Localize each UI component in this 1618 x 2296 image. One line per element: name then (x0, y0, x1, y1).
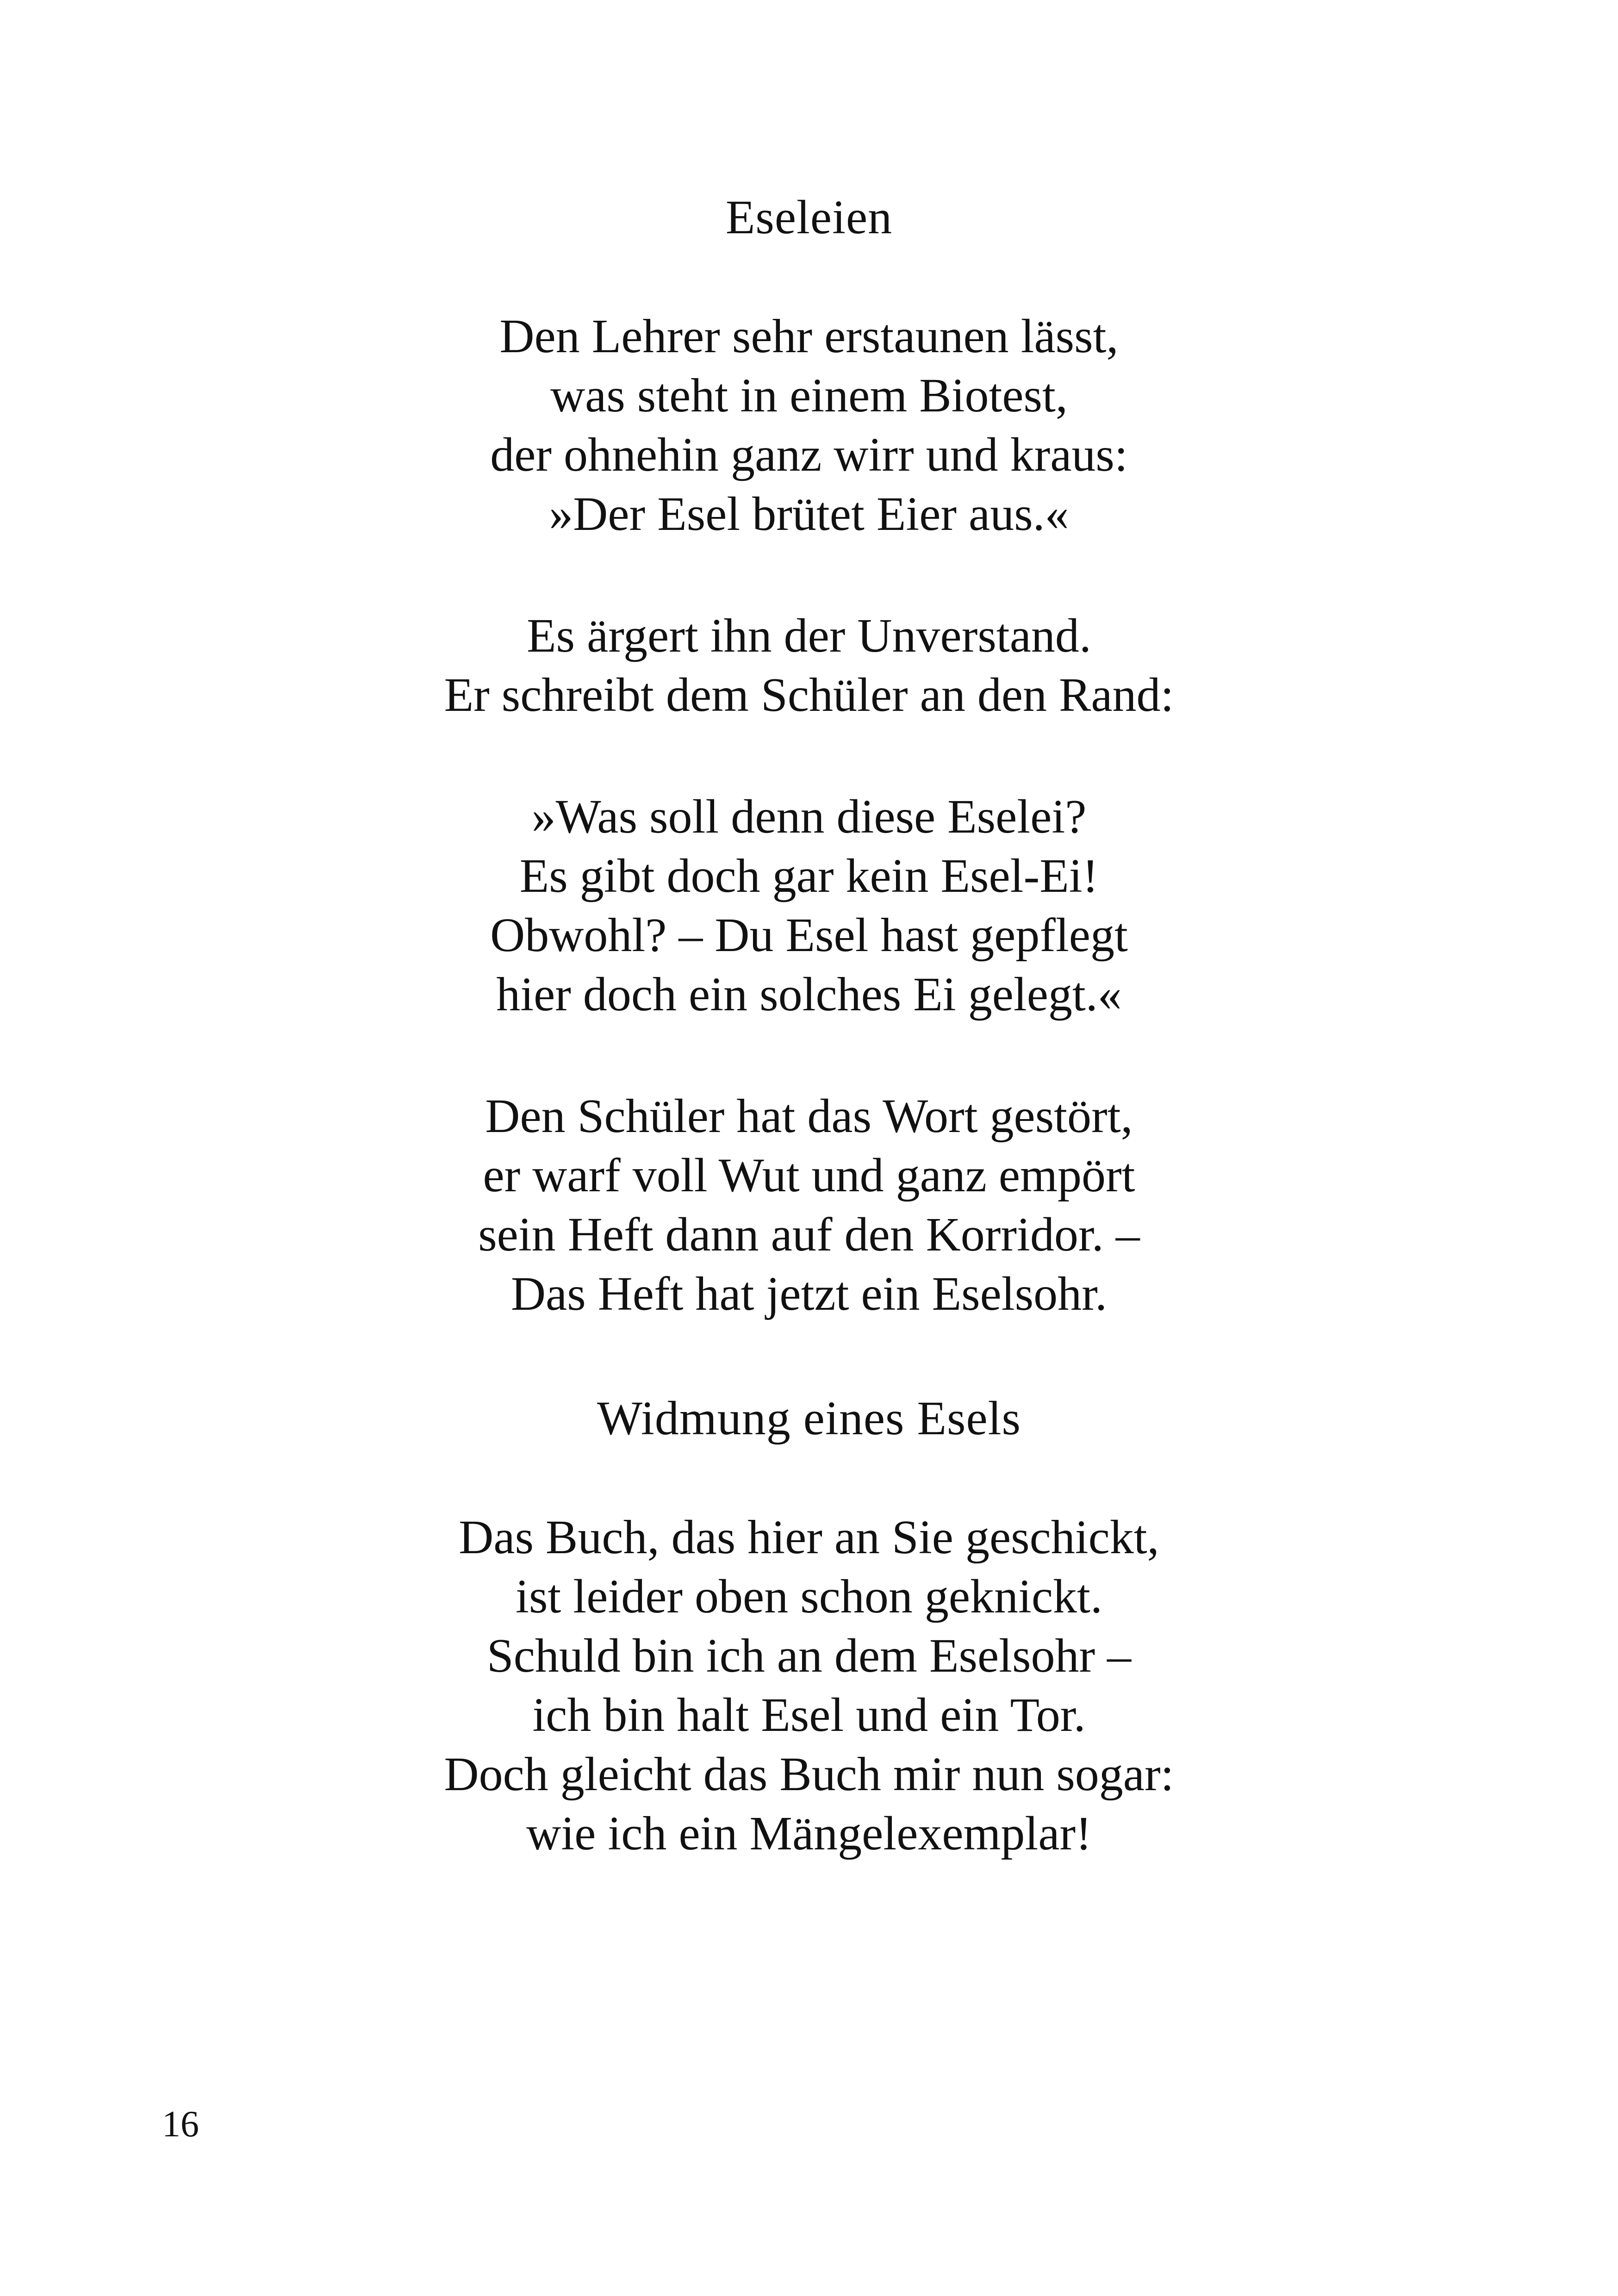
verse-line: Es ärgert ihn der Unverstand. (527, 609, 1091, 662)
stanza (0, 1508, 1618, 1863)
poem-title: Eseleien (725, 191, 893, 244)
verse-line: ist leider oben schon geknickt. (516, 1570, 1102, 1623)
verse-line: »Was soll denn diese Eselei? (531, 790, 1087, 843)
verse-line: hier doch ein solches Ei gelegt.« (496, 968, 1122, 1021)
verse-line: der ohnehin ganz wirr und kraus: (490, 428, 1128, 481)
verse-line: Den Schüler hat das Wort gestört, (485, 1089, 1133, 1143)
verse-line: »Der Esel brütet Eier aus.« (549, 487, 1069, 541)
verse-line: Er schreibt dem Schüler an den Rand: (444, 668, 1174, 722)
stanza (0, 606, 1618, 725)
verse-line: Obwohl? – Du Esel hast gepflegt (490, 908, 1128, 962)
verse-line: was steht in einem Biotest, (550, 369, 1068, 422)
poem-title: Widmung eines Esels (597, 1392, 1021, 1445)
verse-line: sein Heft dann auf den Korridor. – (478, 1208, 1140, 1261)
verse-line: Den Lehrer sehr erstaunen lässt, (499, 310, 1119, 363)
page-number: 16 (162, 2104, 199, 2145)
stanza (0, 307, 1618, 544)
verse-line: Schuld bin ich an dem Eselsohr – (486, 1629, 1132, 1682)
verse-line: Es gibt doch gar kein Esel-Ei! (519, 849, 1099, 902)
verse-line: Das Heft hat jetzt ein Eselsohr. (510, 1267, 1108, 1320)
verse-line: wie ich ein Mängelexemplar! (526, 1807, 1092, 1860)
poem-widmung-eines-esels (0, 1388, 1618, 1863)
verse-line: Das Buch, das hier an Sie geschickt, (459, 1511, 1159, 1564)
verse-line: er warf voll Wut und ganz empört (483, 1149, 1135, 1202)
verse-line: Doch gleicht das Buch mir nun sogar: (444, 1748, 1174, 1801)
stanza (0, 787, 1618, 1024)
poem-eseleien (0, 187, 1618, 1324)
verse-line: ich bin halt Esel und ein Tor. (532, 1688, 1086, 1742)
stanza (0, 1087, 1618, 1324)
